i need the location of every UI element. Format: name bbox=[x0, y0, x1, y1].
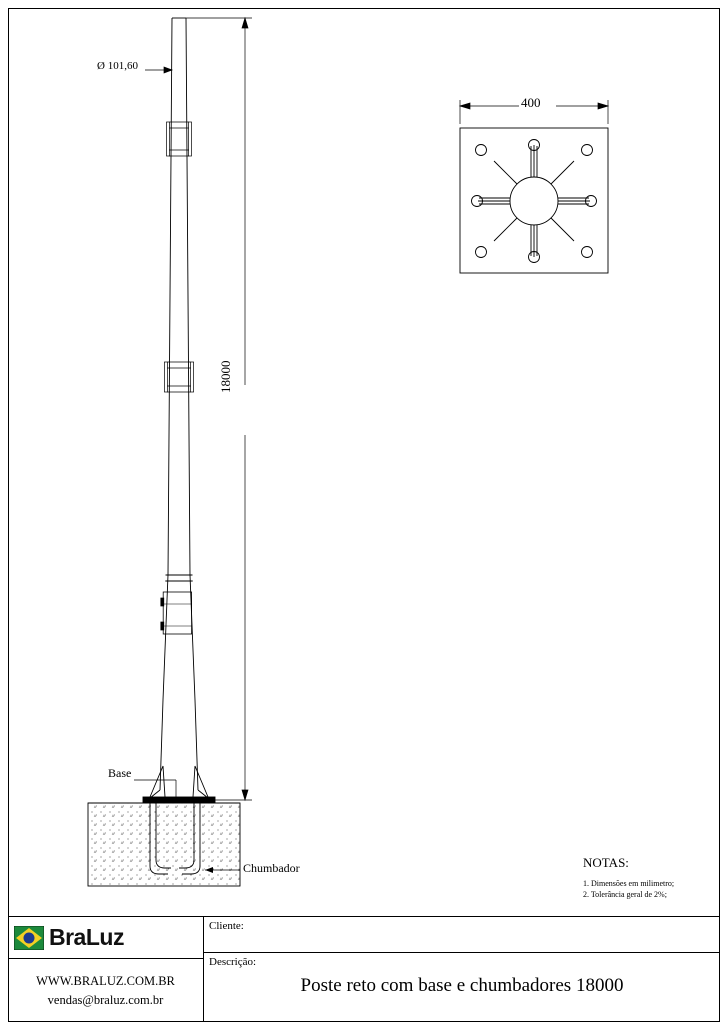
company-logo bbox=[8, 917, 203, 959]
height-dimension bbox=[186, 18, 252, 800]
base-label: Base bbox=[108, 766, 132, 780]
base-plate-top-view bbox=[460, 128, 608, 273]
title-block-right bbox=[204, 917, 720, 1022]
description-label: Descrição: bbox=[209, 956, 257, 968]
diameter-leader bbox=[145, 67, 172, 73]
company-name: BraLuz bbox=[49, 924, 124, 950]
email-text: vendas@braluz.com.br bbox=[47, 992, 164, 1007]
notes-block bbox=[583, 855, 713, 900]
description-field bbox=[204, 953, 720, 1022]
client-label: Cliente: bbox=[209, 920, 244, 932]
description-value: Poste reto com base e chumbadores 18000 bbox=[300, 975, 624, 996]
diameter-label: Ø 101,60 bbox=[97, 60, 138, 72]
foundation-section bbox=[88, 797, 240, 886]
contact-info bbox=[8, 959, 203, 1022]
notes-title: NOTAS: bbox=[583, 855, 629, 870]
brazil-flag-icon bbox=[14, 926, 44, 950]
client-field bbox=[204, 917, 720, 953]
title-block-left bbox=[8, 917, 204, 1022]
title-block bbox=[8, 916, 720, 1022]
note-item: 2. Tolerância geral de 2%; bbox=[583, 890, 667, 899]
height-dimension-label: 18000 bbox=[218, 360, 233, 393]
pole-elevation bbox=[150, 18, 208, 798]
plate-width-label: 400 bbox=[521, 95, 541, 110]
anchor-bolt-label: Chumbador bbox=[243, 861, 300, 875]
note-item: 1. Dimensões em milimetro; bbox=[583, 879, 675, 888]
base-plate-detail bbox=[134, 766, 215, 803]
website-text: WWW.BRALUZ.COM.BR bbox=[36, 973, 175, 988]
